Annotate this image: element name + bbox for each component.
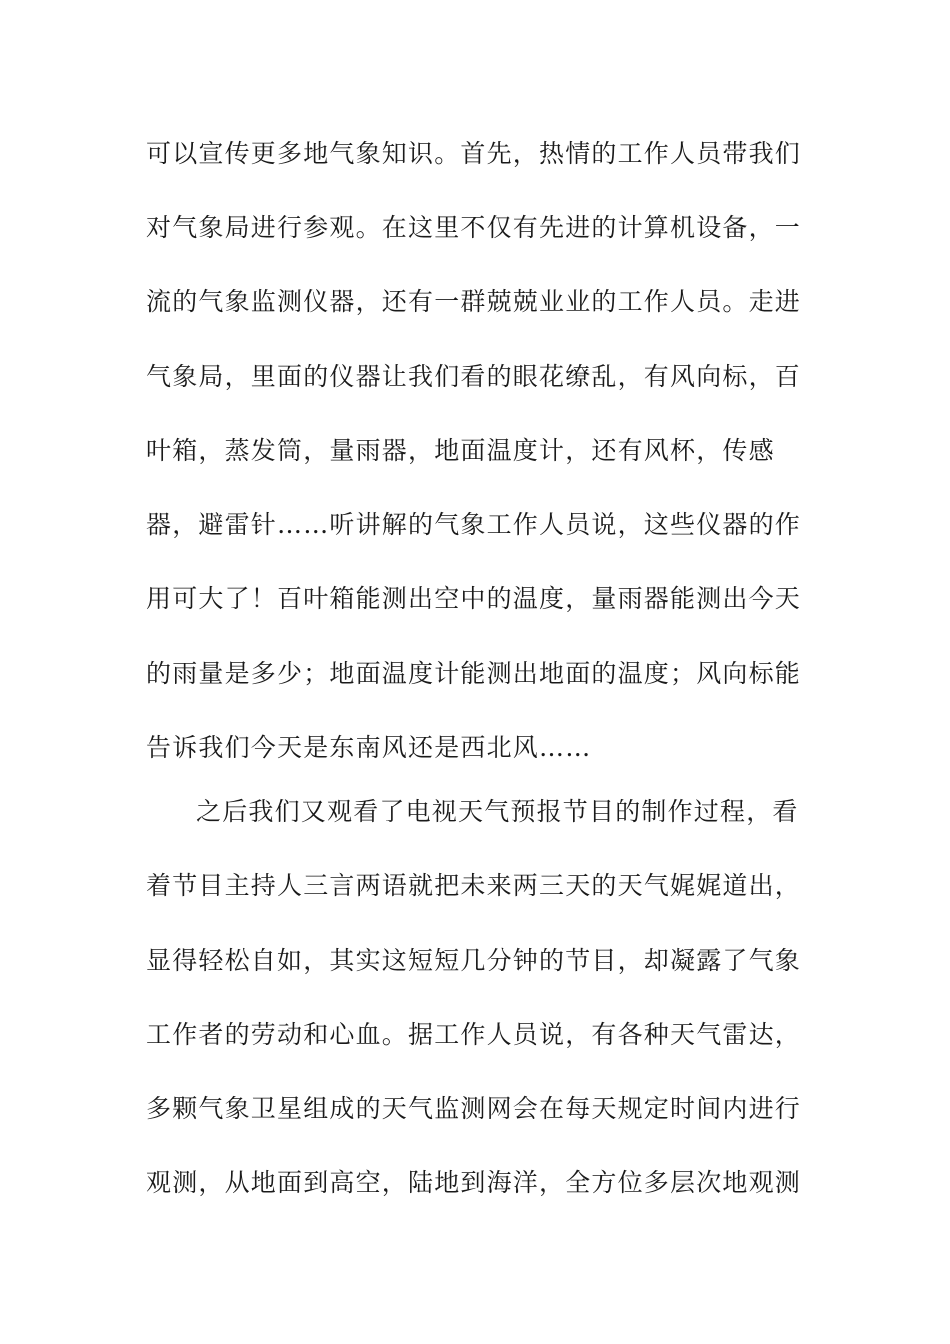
text-line: 多颗气象卫星组成的天气监测网会在每天规定时间内进行 [146, 1094, 802, 1123]
text-line: 用可大了！百叶箱能测出空中的温度，量雨器能测出今天 [146, 584, 802, 613]
text-line: 叶箱，蒸发筒，量雨器，地面温度计，还有风杯，传感 [146, 436, 775, 465]
text-line: 可以宣传更多地气象知识。首先，热情的工作人员带我们 [146, 139, 802, 168]
text-line: 告诉我们今天是东南风还是西北风…… [146, 733, 592, 762]
text-line: 气象局，里面的仪器让我们看的眼花缭乱，有风向标，百 [146, 362, 802, 391]
text-line: 着节目主持人三言两语就把未来两三天的天气娓娓道出， [146, 871, 802, 900]
text-line: 观测，从地面到高空，陆地到海洋，全方位多层次地观测 [146, 1168, 802, 1197]
text-line: 流的气象监测仪器，还有一群兢兢业业的工作人员。走进 [146, 287, 802, 316]
text-line: 对气象局进行参观。在这里不仅有先进的计算机设备，一 [146, 213, 802, 242]
text-line: 的雨量是多少；地面温度计能测出地面的温度；风向标能 [146, 659, 802, 688]
text-line: 工作者的劳动和心血。据工作人员说，有各种天气雷达， [146, 1020, 802, 1049]
paragraph-start-line: 之后我们又观看了电视天气预报节目的制作过程，看 [196, 797, 799, 826]
text-line: 器，避雷针……听讲解的气象工作人员说，这些仪器的作 [146, 510, 802, 539]
text-line: 显得轻松自如，其实这短短几分钟的节目，却凝露了气象 [146, 946, 802, 975]
